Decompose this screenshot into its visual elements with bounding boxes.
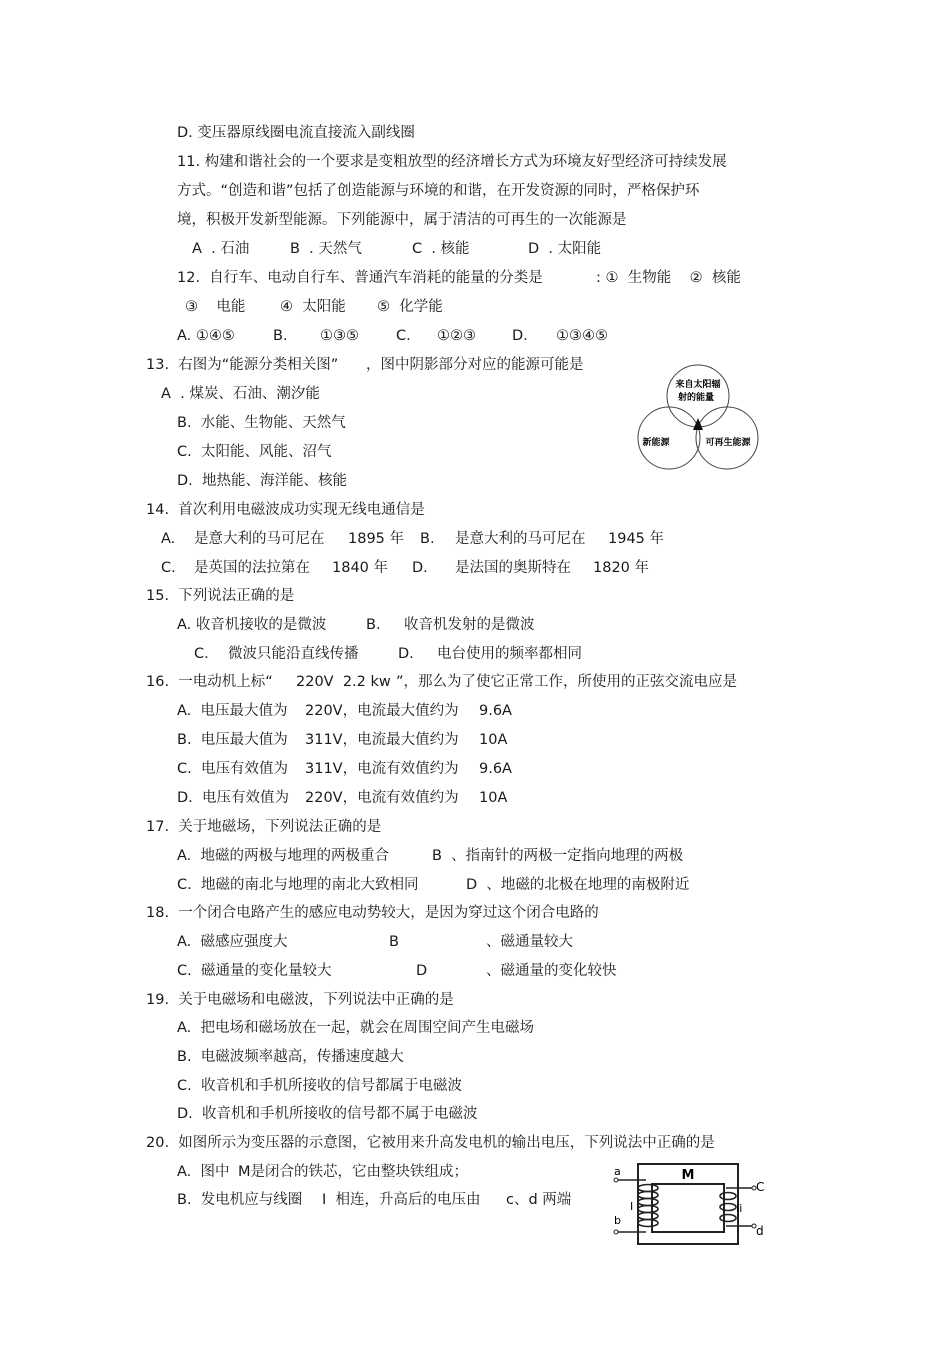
q16-option-b-3: 10A: [479, 732, 508, 748]
q13-stem-a: 13. 右图为“能源分类相关图”: [146, 357, 339, 373]
q15-stem: 15. 下列说法正确的是: [146, 588, 295, 604]
q13-option-b: B. 水能、生物能、天然气: [177, 415, 346, 431]
q15-option-b-label: B.: [366, 617, 381, 633]
q20-stem: 20. 如图所示为变压器的示意图，它被用来升高发电机的输出电压，下列说法中正确的是: [146, 1135, 715, 1151]
q12-option-b: ①③⑤: [320, 328, 359, 344]
q15-option-c: 微波只能沿直线传播: [228, 646, 359, 662]
q12-stem-line1b: : ① 生物能 ② 核能: [596, 270, 741, 286]
q12-option-c: ①②③: [437, 328, 476, 344]
q16-option-c-3: 9.6A: [479, 761, 512, 777]
venn-label-sun-2: 射的能量: [677, 393, 715, 403]
transformer-core-inner: [652, 1184, 724, 1232]
q20-option-b-1: B. 发电机应与线圈: [177, 1192, 303, 1208]
q16-option-d-2: 220V，电流有效值约为: [305, 790, 459, 806]
q18-option-b: 、磁通量较大: [486, 934, 573, 950]
q11-stem-line2: 方式。“创造和谐”包括了创造能源与环境的和谐，在开发资源的同时，严格保护环: [177, 183, 700, 199]
q17-option-a: A. 地磁的两极与地理的两极重合: [177, 848, 389, 864]
q14-option-d: 是法国的奥斯特在: [455, 560, 571, 576]
q14-stem: 14. 首次利用电磁波成功实现无线电通信是: [146, 502, 425, 518]
q12-option-d-label: D.: [512, 328, 528, 344]
q19-stem: 19. 关于电磁场和电磁波，下列说法中正确的是: [146, 992, 454, 1008]
q14-option-a: 是意大利的马可尼在: [194, 531, 325, 547]
q11-option-a: A . 石油: [192, 241, 250, 257]
q12-item-4: ④ 太阳能: [280, 299, 346, 315]
terminal-label-c: C: [756, 1180, 765, 1194]
coil-label-ii: Ii: [736, 1202, 743, 1215]
q14-option-b: 是意大利的马可尼在: [455, 531, 586, 547]
q10-option-d: D. 变压器原线圈电流直接流入副线圈: [177, 125, 415, 141]
q16-option-b-1: B. 电压最大值为: [177, 732, 288, 748]
q16-option-c-1: C. 电压有效值为: [177, 761, 288, 777]
q11-stem-line1: 11. 构建和谐社会的一个要求是变粗放型的经济增长方式为环境友好型经济可持续发展: [177, 154, 727, 170]
q18-option-d: 、磁通量的变化较快: [486, 963, 617, 979]
venn-label-sun-1: 来自太阳辐: [675, 380, 721, 390]
q14-option-c-label: C.: [161, 560, 176, 576]
q15-option-d: 电台使用的频率都相同: [437, 646, 582, 662]
core-label-m: M: [681, 1168, 695, 1183]
q16-stem-c: ”，那么为了使它正常工作，所使用的正弦交流电应是: [396, 674, 738, 690]
q16-option-d-1: D. 电压有效值为: [177, 790, 289, 806]
q18-option-c: C. 磁通量的变化量较大: [177, 963, 332, 979]
venn-label-renewable: 可再生能源: [705, 438, 751, 448]
q14-option-c: 是英国的法拉第在: [194, 560, 310, 576]
q14-option-c-year: 1840 年: [332, 560, 389, 576]
q20-option-b-2: I 相连，升高后的电压由: [322, 1192, 481, 1208]
energy-venn-diagram: [636, 362, 760, 472]
venn-label-new: 新能源: [642, 438, 670, 448]
q13-option-a: A . 煤炭、石油、潮汐能: [161, 386, 320, 402]
q12-item-3: ③ 电能: [185, 299, 246, 315]
transformer-diagram: [608, 1162, 770, 1252]
q19-option-c: C. 收音机和手机所接收的信号都属于电磁波: [177, 1078, 462, 1094]
q17-stem: 17. 关于地磁场，下列说法正确的是: [146, 819, 382, 835]
q14-option-d-label: D.: [412, 560, 428, 576]
q16-stem-a: 16. 一电动机上标“: [146, 674, 273, 690]
q12-item-5: ⑤ 化学能: [377, 299, 443, 315]
q12-option-a: A. ①④⑤: [177, 328, 235, 344]
q14-option-d-year: 1820 年: [593, 560, 650, 576]
terminal-label-d: d: [756, 1224, 764, 1238]
q18-option-b-label: B: [389, 934, 399, 950]
q16-option-a-3: 9.6A: [479, 703, 512, 719]
q12-option-c-label: C.: [396, 328, 411, 344]
q12-stem-line1a: 12. 自行车、电动自行车、普通汽车消耗的能量的分类是: [177, 270, 543, 286]
q16-option-c-2: 311V，电流有效值约为: [305, 761, 459, 777]
q15-option-b: 收音机发射的是微波: [404, 617, 535, 633]
q16-option-a-1: A. 电压最大值为: [177, 703, 288, 719]
q18-option-a: A. 磁感应强度大: [177, 934, 288, 950]
q14-option-b-label: B.: [420, 531, 435, 547]
q19-option-b: B. 电磁波频率越高，传播速度越大: [177, 1049, 404, 1065]
q15-option-c-label: C.: [194, 646, 209, 662]
terminal-label-b: b: [614, 1214, 621, 1227]
q17-option-b: B 、指南针的两极一定指向地理的两极: [432, 848, 684, 864]
coil-label-i: I: [630, 1200, 634, 1213]
q13-option-c: C. 太阳能、风能、沼气: [177, 444, 332, 460]
q18-option-d-label: D: [416, 963, 428, 979]
q19-option-d: D. 收音机和手机所接收的信号都不属于电磁波: [177, 1106, 478, 1122]
q14-option-b-year: 1945 年: [608, 531, 665, 547]
q14-option-a-year: 1895 年: [348, 531, 405, 547]
q20-option-a-1: A. 图中: [177, 1164, 230, 1180]
q13-option-d: D. 地热能、海洋能、核能: [177, 473, 347, 489]
q17-option-d: D 、地磁的北极在地理的南极附近: [466, 877, 690, 893]
q12-option-b-label: B.: [273, 328, 288, 344]
q18-stem: 18. 一个闭合电路产生的感应电动势较大，是因为穿过这个闭合电路的: [146, 905, 599, 921]
q17-option-c: C. 地磁的南北与地理的南北大致相同: [177, 877, 419, 893]
q11-option-d: D . 太阳能: [528, 241, 602, 257]
q16-option-a-2: 220V，电流最大值约为: [305, 703, 459, 719]
q15-option-a: A. 收音机接收的是微波: [177, 617, 327, 633]
terminal-b: [614, 1230, 618, 1234]
q13-stem-b: ，图中阴影部分对应的能源可能是: [366, 357, 584, 373]
q15-option-d-label: D.: [398, 646, 414, 662]
q14-option-a-label: A.: [161, 531, 176, 547]
q11-option-b: B . 天然气: [290, 241, 362, 257]
q12-option-d: ①③④⑤: [556, 328, 608, 344]
terminal-label-a: a: [614, 1165, 621, 1178]
q11-stem-line3: 境，积极开发新型能源。下列能源中，属于清洁的可再生的一次能源是: [177, 212, 627, 228]
q20-option-a-2: M是闭合的铁芯，它由整块铁组成；: [238, 1164, 469, 1180]
q11-option-c: C . 核能: [412, 241, 470, 257]
terminal-a: [614, 1178, 618, 1182]
q16-stem-rating: 220V 2.2 kw: [296, 674, 391, 690]
q20-option-b-3: c、d 两端: [506, 1192, 572, 1208]
q19-option-a: A. 把电场和磁场放在一起，就会在周围空间产生电磁场: [177, 1020, 534, 1036]
q16-option-b-2: 311V，电流最大值约为: [305, 732, 459, 748]
q16-option-d-3: 10A: [479, 790, 508, 806]
